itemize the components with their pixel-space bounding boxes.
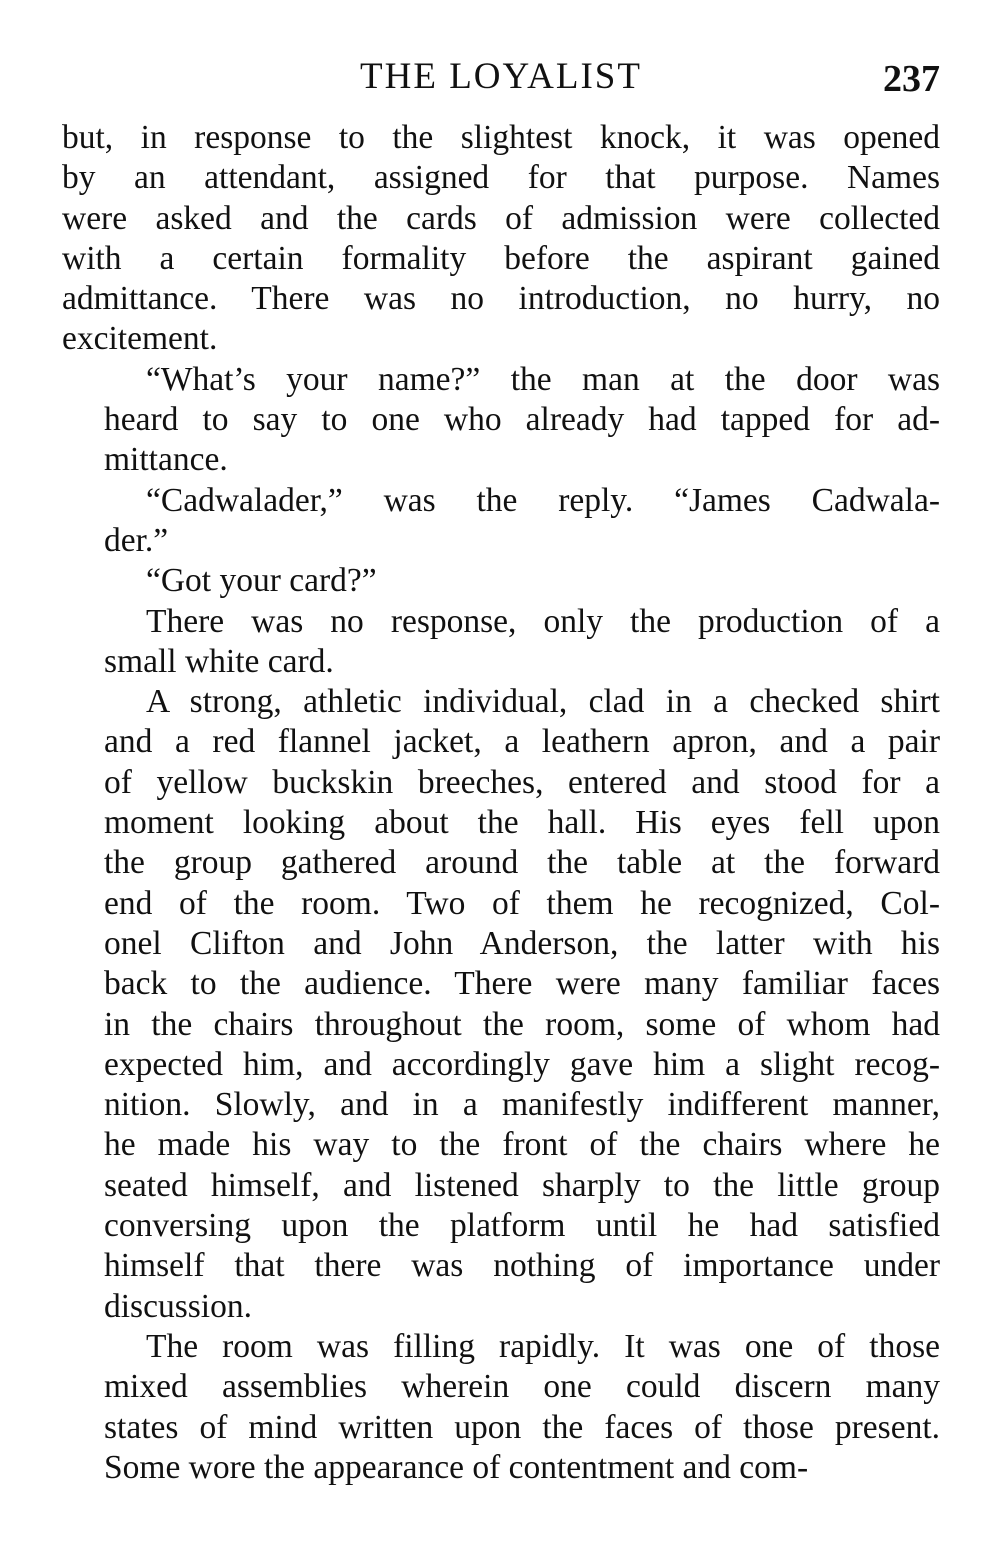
text-line: the group gathered around the table at the forward (104, 844, 940, 882)
text-line: seated himself, and listened sharply to the little group (104, 1166, 940, 1204)
text-line: conversing upon the platform until he had satisfied (104, 1207, 940, 1245)
paragraph (62, 481, 940, 562)
text-line: A strong, athletic individual, clad in a checked shirt (146, 683, 940, 721)
text-line: admittance. There was no introduction, no hurry, no (62, 280, 940, 318)
text-line: he made his way to the front of the chairs where he (104, 1126, 940, 1164)
text-line: onel Clifton and John Anderson, the latter with his (104, 924, 940, 962)
paragraph (62, 118, 940, 360)
paragraph (62, 682, 940, 1327)
body-text (62, 118, 940, 1488)
text-line: heard to say to one who already had tapped for ad- (104, 401, 940, 439)
text-line: nition. Slowly, and in a manifestly indifferent manner, (104, 1086, 940, 1124)
text-line: “Cadwalader,” was the reply. “James Cadwala- (146, 481, 940, 519)
text-line: “What’s your name?” the man at the door was (146, 360, 940, 398)
running-head (62, 52, 940, 102)
page-number: 237 (883, 58, 940, 100)
text-line: small white card. (104, 642, 334, 680)
text-line: were asked and the cards of admission were collected (62, 199, 940, 237)
text-line: and a red flannel jacket, a leathern apron, and a pair (104, 723, 940, 761)
text-line: states of mind written upon the faces of those present. (104, 1408, 940, 1446)
text-line: excitement. (62, 320, 218, 358)
text-line: mixed assemblies wherein one could discern many (104, 1368, 940, 1406)
text-line: himself that there was nothing of importance under (104, 1247, 940, 1285)
text-line: The room was filling rapidly. It was one of those (146, 1327, 940, 1365)
text-line: but, in response to the slightest knock, it was opened (62, 119, 940, 156)
paragraph (62, 602, 940, 683)
paragraph (62, 1327, 940, 1488)
text-line: back to the audience. There were many familiar faces (104, 965, 940, 1003)
text-line: with a certain formality before the aspirant gained (62, 239, 940, 277)
paragraph (62, 360, 940, 481)
text-line: by an attendant, assigned for that purpose. Names (62, 159, 940, 197)
text-line: end of the room. Two of them he recognized, Col- (104, 884, 940, 922)
text-line: Some wore the appearance of contentment and com- (104, 1448, 809, 1486)
text-line: of yellow buckskin breeches, entered and stood for a (104, 763, 940, 801)
text-line: mittance. (104, 441, 228, 479)
text-line: “Got your card?” (146, 562, 377, 600)
text-line: There was no response, only the production of a (146, 602, 940, 640)
paragraph (62, 561, 940, 601)
text-line: der.” (104, 521, 169, 559)
text-line: moment looking about the hall. His eyes fell upon (104, 804, 940, 842)
text-line: discussion. (104, 1287, 252, 1325)
running-title: THE LOYALIST (360, 56, 642, 97)
text-line: in the chairs throughout the room, some of whom had (104, 1005, 940, 1043)
text-line: expected him, and accordingly gave him a slight recog- (104, 1045, 940, 1083)
